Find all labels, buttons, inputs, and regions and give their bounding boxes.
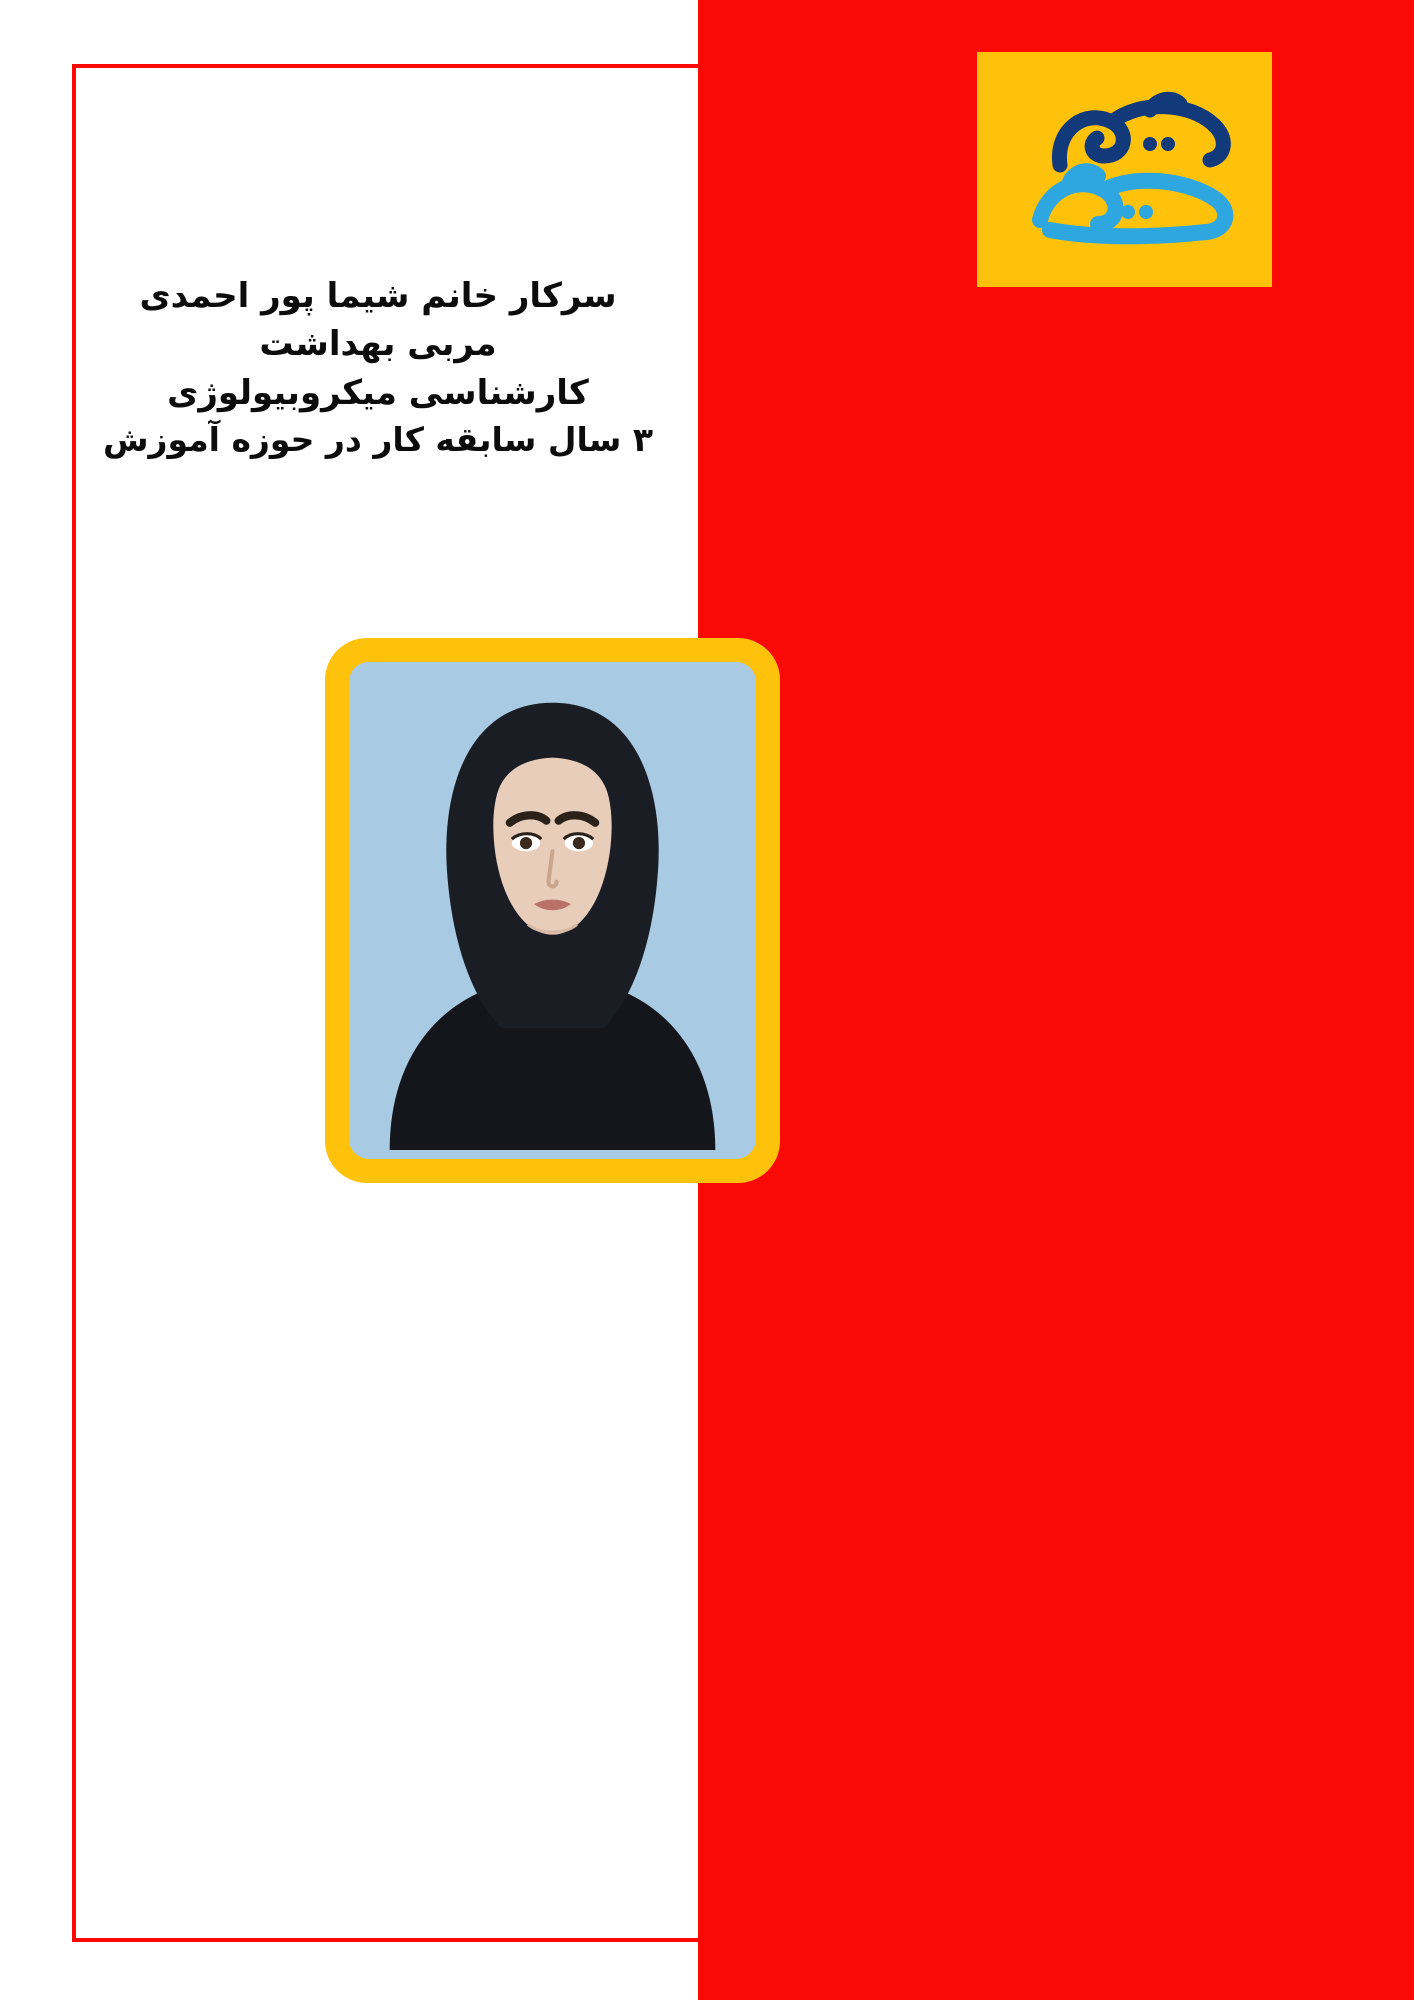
logo-calligraphy-icon [1000,70,1250,270]
portrait-photo [349,662,756,1159]
person-info-block [58,272,698,464]
person-education-line: کارشناسی میکروبیولوژی [167,372,589,413]
person-role-line: مربی بهداشت [259,324,497,365]
red-background-panel [698,0,1414,2000]
portrait-illustration [349,662,756,1150]
portrait-photo-frame [325,638,780,1183]
person-experience-line: ۳ سال سابقه کار در حوزه آموزش [103,419,653,459]
person-name-line: سرکار خانم شیما پور احمدی [139,276,617,316]
brand-logo [977,52,1272,287]
